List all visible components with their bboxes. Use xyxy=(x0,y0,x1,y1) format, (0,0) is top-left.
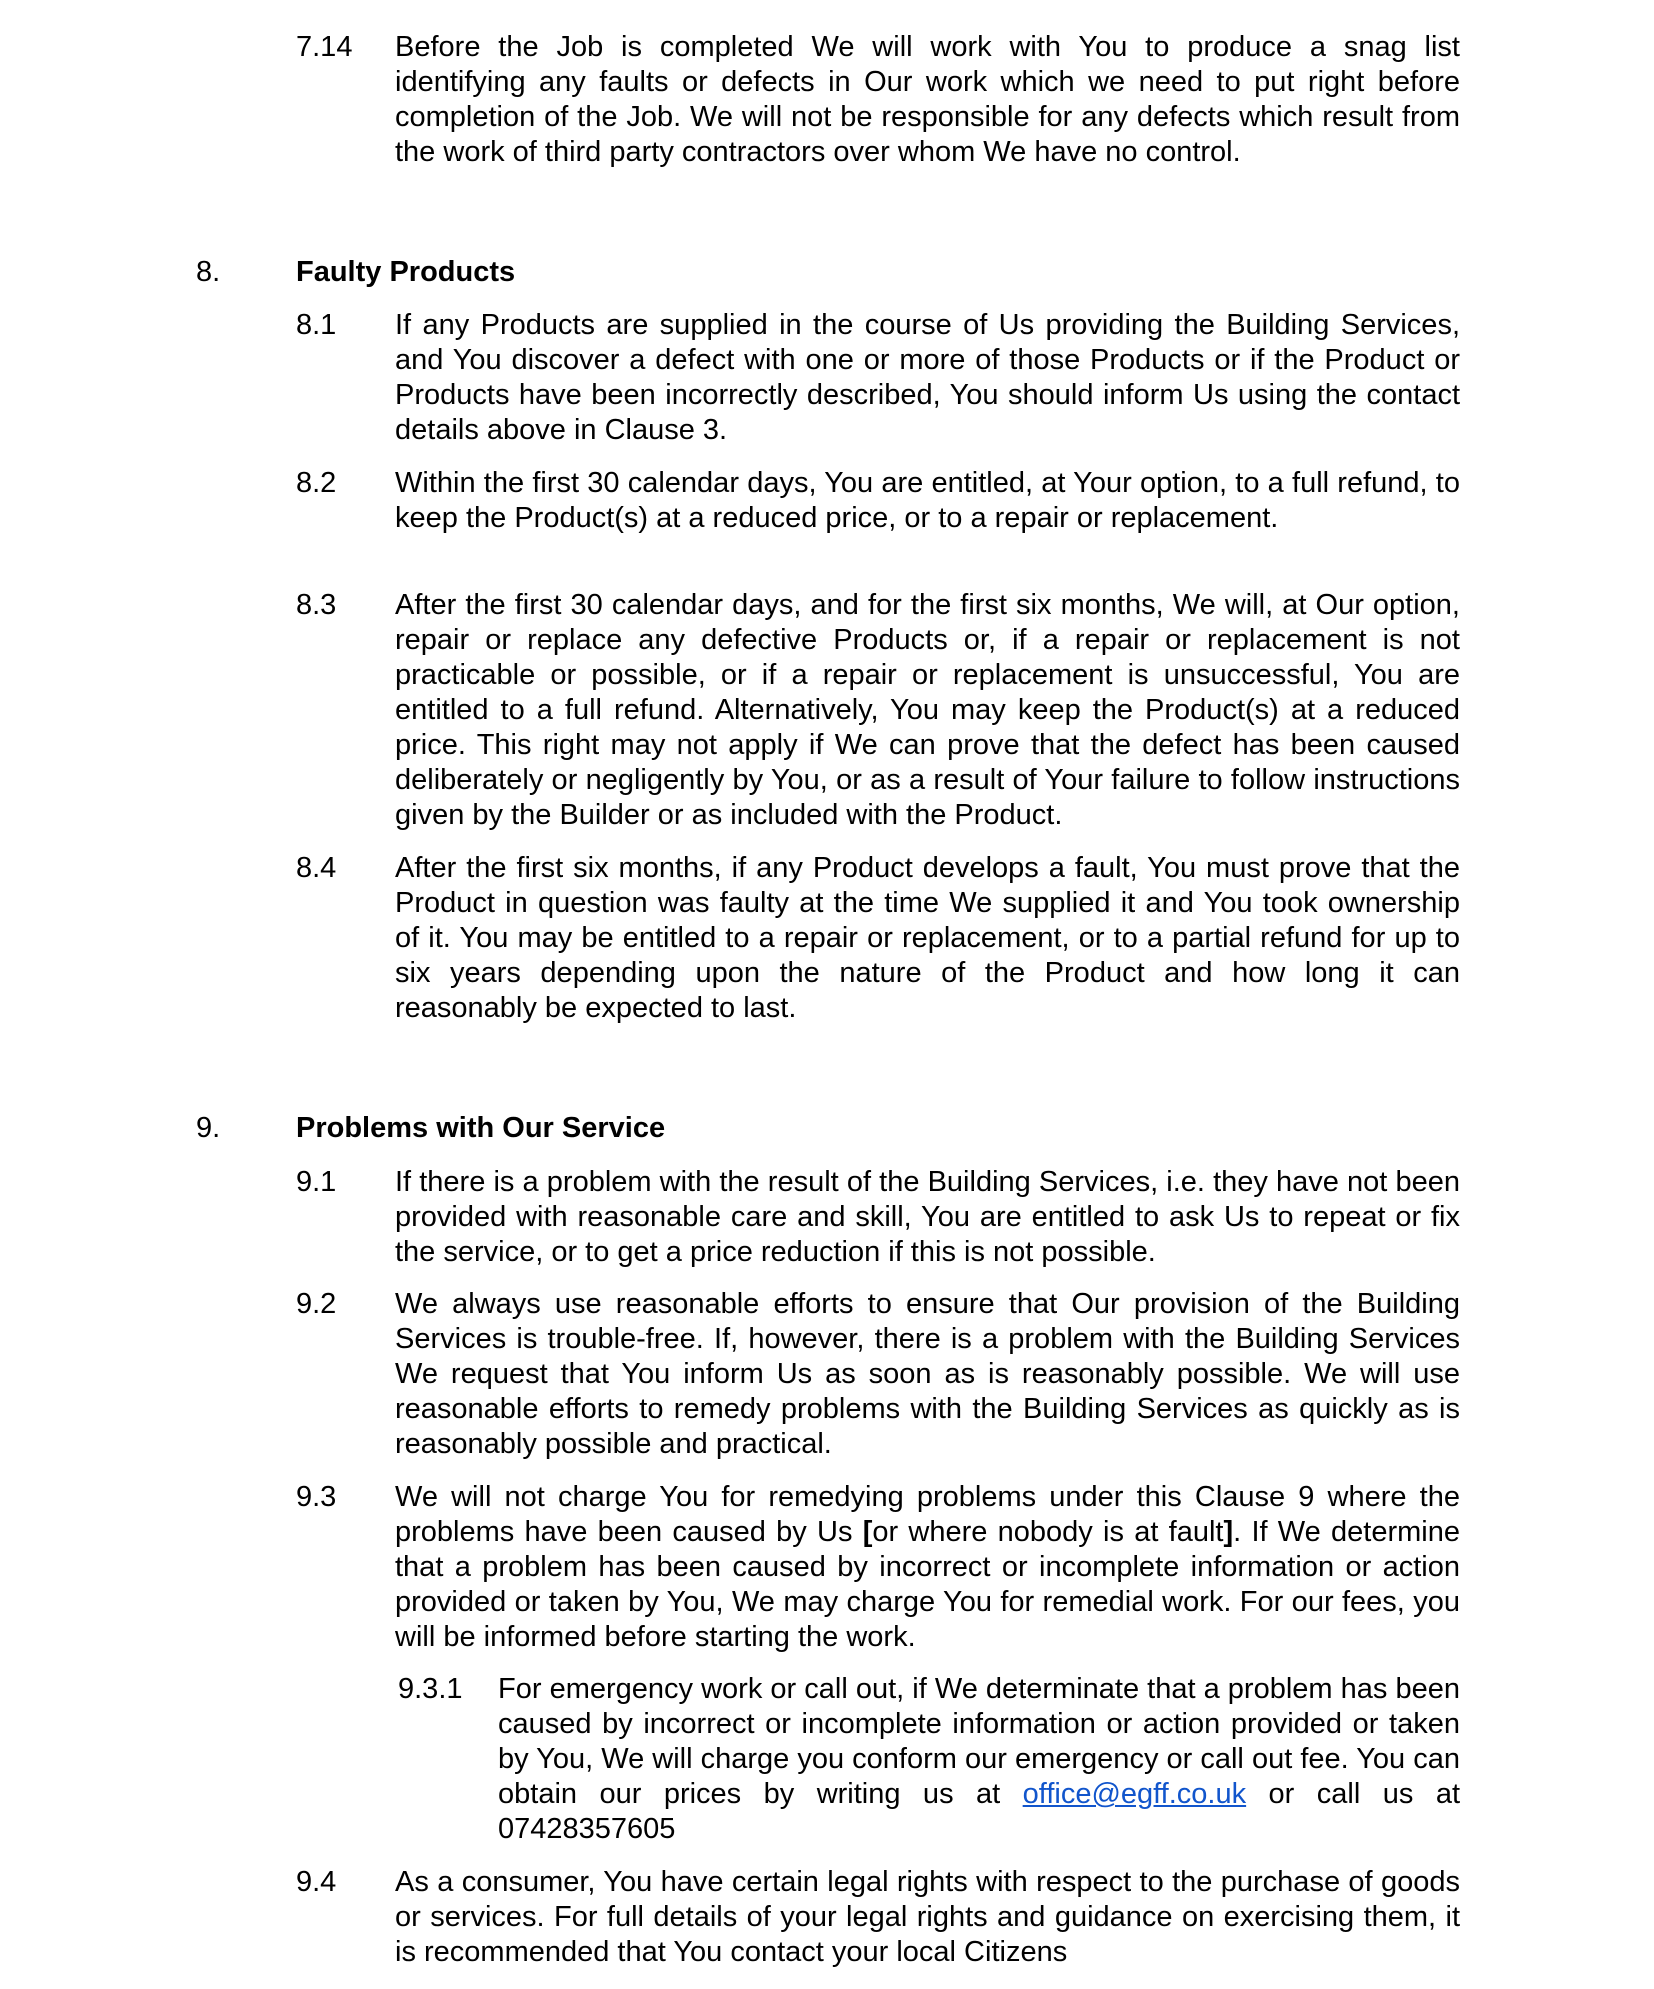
bracket-open: [ xyxy=(862,1516,873,1548)
clause-number: 8.3 xyxy=(296,589,337,621)
clause-7-14-text: Before the Job is completed We will work with You to produce a snag list identifying any faults or defects in Our work which we need to put right before completion of the Job. We will not be responsible for any defects which result from the work of third party contractors over whom We have no control. xyxy=(395,31,1460,168)
clause-9-3-text-after: . If We determine that a problem has been caused by incorrect or incomplete information or action provided or taken by You, We may charge You for remedial work. For our fees, you will be informed before starting the work. xyxy=(395,1516,1460,1653)
clause-9-3-1-text-after: or call us at 07428357605 xyxy=(498,1778,1461,1845)
section-number: 8. xyxy=(196,256,221,288)
clause-8-2-text: Within the first 30 calendar days, You are entitled, at Your option, to a full refund, to keep the Product(s) at a reduced price, or to a repair or replacement. xyxy=(395,467,1460,534)
clause-number: 9.2 xyxy=(296,1288,337,1320)
clause-9-1-text: If there is a problem with the result of the Building Services, i.e. they have not been provided with reasonable care and skill, You are entitled to ask Us to repeat or fix the service, or to get a price reduction if this is not possible. xyxy=(395,1166,1460,1268)
clause-9-3-bracket-inner: or where nobody is at fault xyxy=(872,1516,1224,1548)
section-title-faulty-products: Faulty Products xyxy=(296,256,516,288)
clause-number: 8.2 xyxy=(296,467,337,499)
clause-number: 8.4 xyxy=(296,852,337,884)
section-title-problems-with-our-service: Problems with Our Service xyxy=(296,1112,666,1144)
bracket-close: ] xyxy=(1223,1516,1234,1548)
clause-8-3-text: After the first 30 calendar days, and for the first six months, We will, at Our option, repair or replace any defective Products or, if a repair or replacement is not practicable or possible, or if a repair or replacement is unsuccessful, You are entitled to a full refund. Alternatively, You may keep the Product(s) at a reduced price. This right may not apply if We can prove that the defect has been caused deliberately or negligently by You, or as a result of Your failure to follow instructions given by the Builder or as included with the Product. xyxy=(395,589,1460,831)
clause-9-2-text: We always use reasonable efforts to ensure that Our provision of the Building Services is trouble-free. If, however, there is a problem with the Building Services We request that You inform Us as soon as is reasonably possible. We will use reasonable efforts to remedy problems with the Building Services as quickly as is reasonably possible and practical. xyxy=(395,1288,1460,1460)
clause-number: 7.14 xyxy=(296,31,353,63)
email-link[interactable]: office@egff.co.uk xyxy=(1022,1778,1247,1810)
clause-9-4-text: As a consumer, You have certain legal rights with respect to the purchase of goods or services. For full details of your legal rights and guidance on exercising them, it is recommended that You contact your local Citizens xyxy=(395,1866,1460,1968)
clause-number: 9.4 xyxy=(296,1866,337,1898)
clause-9-3-1-text-before: For emergency work or call out, if We determinate that a problem has been caused by incorrect or incomplete information or action provided or taken by You, We will charge you conform our emergency or call out fee. You can obtain our prices by writing us at xyxy=(498,1673,1460,1810)
clause-number: 9.1 xyxy=(296,1166,337,1198)
clause-number: 8.1 xyxy=(296,309,337,341)
clause-9-3-1-text xyxy=(498,1672,1460,1847)
clause-9-3-text xyxy=(395,1480,1460,1655)
clause-9-3-text-before: We will not charge You for remedying problems under this Clause 9 where the problems have been caused by Us xyxy=(395,1481,1460,1548)
clause-8-1-text: If any Products are supplied in the course of Us providing the Building Services, and You discover a defect with one or more of those Products or if the Product or Products have been incorrectly described, You should inform Us using the contact details above in Clause 3. xyxy=(395,309,1460,446)
clause-number: 9.3 xyxy=(296,1481,337,1513)
clause-8-4-text: After the first six months, if any Product develops a fault, You must prove that the Product in question was faulty at the time We supplied it and You took ownership of it. You may be entitled to a repair or replacement, or to a partial refund for up to six years depending upon the nature of the Product and how long it can reasonably be expected to last. xyxy=(395,852,1460,1024)
section-number: 9. xyxy=(196,1112,221,1144)
clause-number: 9.3.1 xyxy=(398,1673,463,1705)
